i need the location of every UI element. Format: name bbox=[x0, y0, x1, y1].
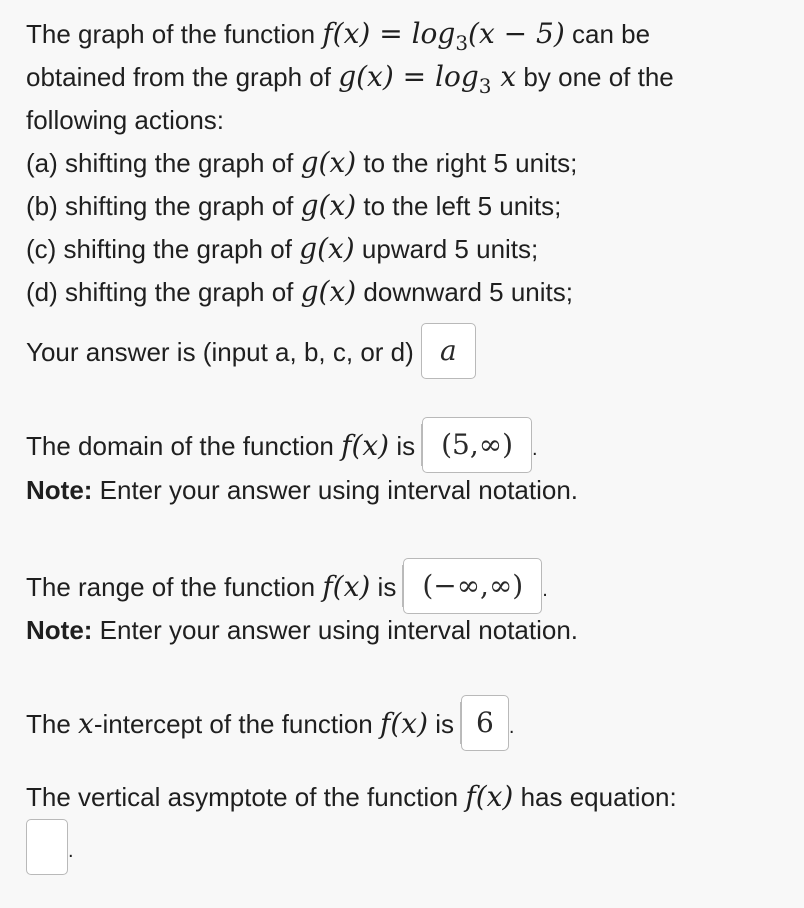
q3-row bbox=[26, 561, 548, 617]
period: . bbox=[532, 437, 538, 460]
option-text: (a) shifting the graph of bbox=[26, 148, 301, 178]
q3-note bbox=[26, 614, 578, 646]
note-text: Enter your answer using interval notation. bbox=[92, 475, 579, 505]
q2-math: f(x) bbox=[341, 428, 390, 462]
option-text: (d) shifting the graph of bbox=[26, 277, 301, 307]
q5-row bbox=[26, 781, 677, 813]
f-definition: f(x) = log bbox=[322, 17, 456, 50]
answer-input-q1[interactable]: a bbox=[421, 323, 476, 379]
option-d bbox=[26, 276, 573, 308]
option-a bbox=[26, 147, 577, 179]
q2-text: is bbox=[389, 430, 416, 461]
option-text: to the right 5 units; bbox=[356, 148, 578, 178]
note-text: Enter your answer using interval notation. bbox=[92, 615, 579, 645]
domain-answer-input[interactable]: (5,∞) bbox=[422, 417, 532, 473]
option-math: g(x) bbox=[300, 146, 357, 179]
q1-answer-row bbox=[26, 326, 476, 382]
x-intercept-answer-input[interactable]: 6 bbox=[461, 695, 509, 751]
q4-text: The bbox=[26, 708, 79, 739]
q3-math: f(x) bbox=[322, 569, 371, 603]
q1-line-1 bbox=[26, 17, 651, 55]
range-answer-input[interactable]: (−∞,∞) bbox=[403, 558, 542, 614]
q1-text: obtained from the graph of bbox=[26, 62, 339, 92]
q1-text: can be bbox=[564, 19, 651, 49]
option-text: upward 5 units; bbox=[354, 234, 539, 264]
period: . bbox=[508, 715, 515, 738]
option-b bbox=[26, 190, 561, 222]
option-c bbox=[26, 233, 538, 265]
q4-text: is bbox=[428, 708, 455, 739]
answer-prompt: Your answer is (input a, b, c, or d) bbox=[26, 336, 414, 367]
note-label: Note: bbox=[26, 615, 93, 645]
log-base: 3 bbox=[478, 74, 492, 98]
asymptote-answer-input[interactable] bbox=[26, 819, 68, 875]
q4-var: x bbox=[78, 706, 94, 740]
g-argument: x bbox=[491, 60, 517, 93]
q3-text: is bbox=[370, 571, 397, 602]
q2-text: The domain of the function bbox=[26, 430, 342, 461]
q1-line-3: following actions: bbox=[26, 105, 224, 135]
f-argument: (x − 5) bbox=[468, 17, 565, 50]
option-math: g(x) bbox=[299, 232, 355, 265]
q4-math: f(x) bbox=[380, 706, 429, 740]
q4-text: -intercept of the function bbox=[93, 708, 380, 739]
q5-answer-row bbox=[26, 822, 74, 878]
note-label: Note: bbox=[26, 475, 93, 505]
option-text: (b) shifting the graph of bbox=[26, 191, 301, 221]
q1-text: The graph of the function bbox=[26, 19, 323, 49]
q3-text: The range of the function bbox=[26, 571, 323, 602]
option-text: (c) shifting the graph of bbox=[26, 234, 300, 264]
option-text: downward 5 units; bbox=[356, 277, 573, 307]
period: . bbox=[542, 578, 548, 601]
q5-text: has equation: bbox=[513, 782, 677, 812]
option-math: g(x) bbox=[300, 275, 357, 308]
option-text: to the left 5 units; bbox=[356, 191, 562, 221]
q1-text: by one of the bbox=[516, 62, 674, 92]
q4-row bbox=[26, 698, 514, 754]
log-base: 3 bbox=[455, 31, 469, 55]
q5-text: The vertical asymptote of the function bbox=[26, 782, 466, 812]
g-definition: g(x) = log bbox=[338, 60, 479, 93]
option-math: g(x) bbox=[300, 189, 357, 222]
q5-math: f(x) bbox=[465, 780, 514, 813]
period: . bbox=[68, 839, 74, 862]
q1-line-2 bbox=[26, 60, 674, 98]
q2-row bbox=[26, 420, 538, 476]
q2-note bbox=[26, 474, 578, 506]
